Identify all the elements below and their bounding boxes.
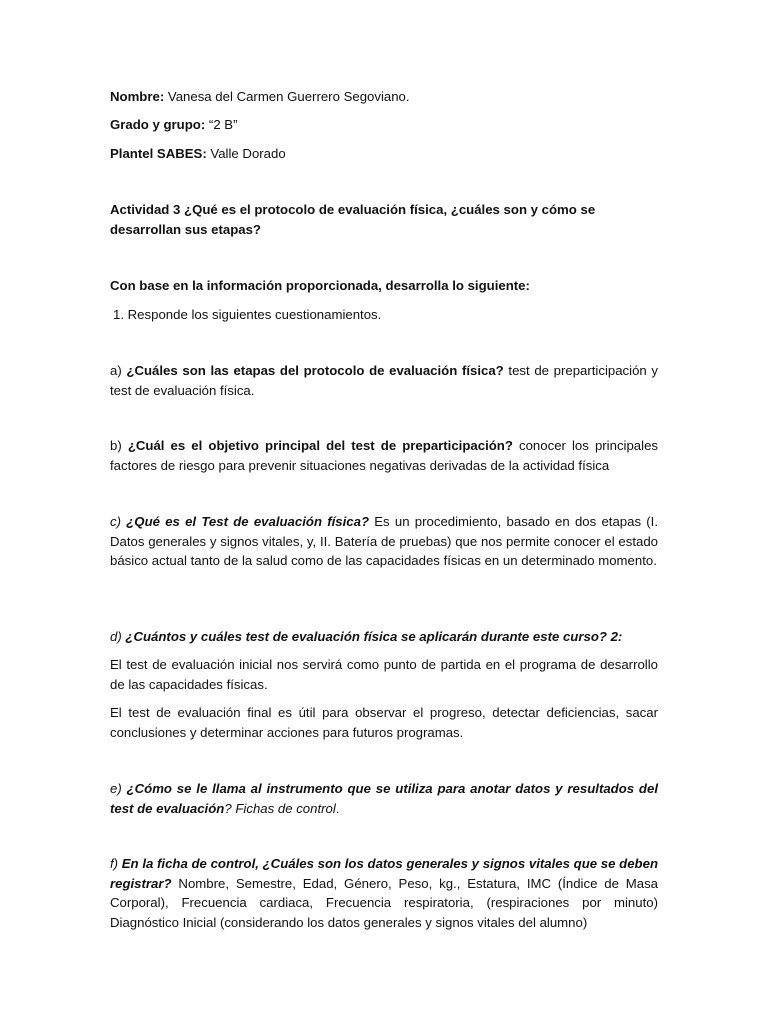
question-d: [110, 627, 658, 647]
question-e-prefix: e): [110, 781, 122, 796]
grado-value: “2 B”: [208, 117, 238, 132]
question-a-text: ¿Cuáles son las etapas del protocolo de evaluación física?: [126, 363, 504, 378]
question-c: [110, 512, 658, 571]
plantel-value: Valle Dorado: [210, 146, 286, 161]
question-e-answer: Fichas de control: [235, 800, 336, 816]
nombre-line: [110, 87, 658, 107]
question-b-prefix: b): [110, 438, 122, 453]
question-e: e) ¿Cómo se le llama al instrumento que se utiliza para anotar datos y resultados del test de evaluación? Fichas de control.: [110, 781, 658, 816]
question-c-prefix: c): [110, 514, 121, 529]
grado-label: Grado y grupo:: [110, 117, 206, 132]
question-f-text: En la ficha de control, ¿Cuáles son los datos generales y signos vitales que se deben registrar?: [110, 856, 658, 891]
question-d-answer-1: El test de evaluación inicial nos servirá como punto de partida en el programa de desarrollo de las capacidades físicas.: [110, 657, 658, 692]
nombre-value: Vanesa del Carmen Guerrero Segoviano.: [167, 89, 410, 104]
question-b: [110, 436, 658, 475]
question-d-prefix: d): [110, 629, 122, 644]
question-f-prefix: f): [110, 856, 119, 871]
question-a-answer: test de preparticipación y test de evaluación física.: [110, 363, 658, 398]
question-b-answer: conocer los principales factores de riesgo para prevenir situaciones negativas derivadas de la actividad física: [110, 438, 658, 473]
instruction-item: 1. Responde los siguientes cuestionamientos.: [113, 307, 382, 322]
question-d-answer-2: El test de evaluación final es útil para observar el progreso, detectar deficiencias, sacar conclusiones y determinar acciones para futuros programas.: [110, 705, 658, 740]
question-b-text: ¿Cuál es el objetivo principal del test de preparticipación?: [127, 438, 513, 453]
plantel-line: [110, 144, 658, 164]
question-d-text: ¿Cuántos y cuáles test de evaluación física se aplicarán durante este curso? 2:: [125, 629, 623, 644]
question-f-answer: Nombre, Semestre, Edad, Género, Peso, kg., Estatura, IMC (Índice de Masa Corporal), Frecuencia cardiaca, Frecuencia respiratoria, (respiraciones por minuto) Diagnóstico Inicial (considerando los datos generales y signos vitales del alumno): [110, 875, 658, 930]
question-c-answer: Es un procedimiento, basado en dos etapas (I. Datos generales y signos vitales, y, II. Batería de pruebas) que nos permite conocer el estado básico actual tanto de la salud como de las capacidades físicas en un determinado momento.: [110, 514, 659, 568]
grado-line: [110, 115, 658, 135]
activity-title: Actividad 3 ¿Qué es el protocolo de evaluación física, ¿cuáles son y cómo se desarrollan sus etapas?: [110, 202, 596, 237]
question-a: [110, 361, 658, 400]
instruction: Con base en la información proporcionada, desarrolla lo siguiente:: [110, 278, 530, 293]
question-c-text: ¿Qué es el Test de evaluación física?: [126, 514, 370, 529]
plantel-label: Plantel SABES:: [110, 146, 207, 161]
question-f: [110, 854, 658, 932]
nombre-label: Nombre:: [110, 89, 165, 104]
question-e-text: ¿Cómo se le llama al instrumento que se utiliza para anotar datos y resultados del test de evaluación: [110, 781, 658, 816]
question-a-prefix: a): [110, 363, 122, 378]
